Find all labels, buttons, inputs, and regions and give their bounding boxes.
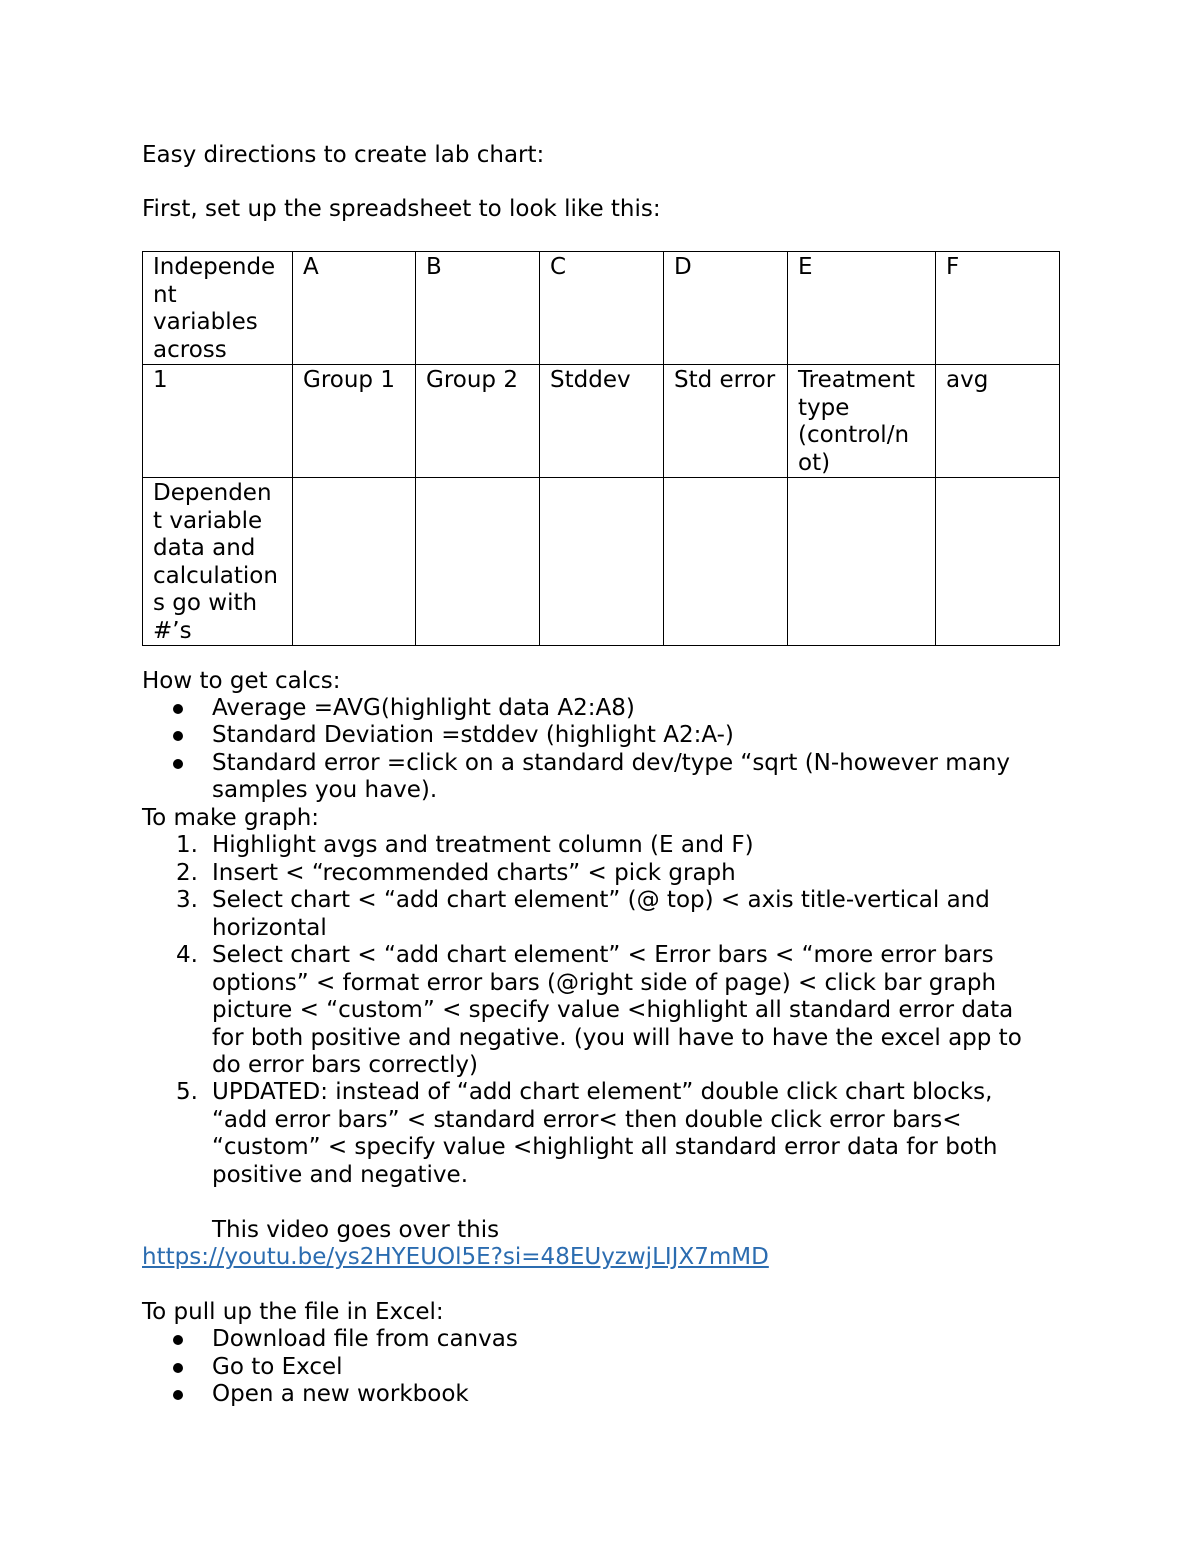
list-item-continuation: “custom” < specify value <highlight all standard error data for both <box>212 1134 998 1160</box>
list-number: 2. <box>176 860 198 886</box>
table-row <box>143 252 1060 365</box>
list-item-continuation: “add error bars” < standard error< then double click error bars< <box>212 1107 962 1133</box>
bullet-icon <box>173 1390 183 1400</box>
list-item: Download file from canvas <box>212 1326 518 1352</box>
table-cell: avg <box>936 365 1060 478</box>
table-cell: E <box>788 252 936 365</box>
list-item: UPDATED: instead of “add chart element” double click chart blocks, <box>212 1079 993 1105</box>
table-cell: Group 2 <box>416 365 540 478</box>
list-item: Select chart < “add chart element” < Error bars < “more error bars <box>212 942 994 968</box>
list-number: 5. <box>176 1079 198 1105</box>
intro-text: First, set up the spreadsheet to look like this: <box>142 196 661 222</box>
video-link-line <box>142 1244 769 1271</box>
table-cell <box>293 478 416 646</box>
list-item-continuation: picture < “custom” < specify value <highlight all standard error data <box>212 997 1014 1023</box>
table-cell <box>936 478 1060 646</box>
list-item-continuation: do error bars correctly) <box>212 1052 478 1078</box>
table-cell: Std error <box>664 365 788 478</box>
document-title: Easy directions to create lab chart: <box>142 142 545 168</box>
table-cell <box>664 478 788 646</box>
bullet-icon <box>173 1335 183 1345</box>
list-item: Insert < “recommended charts” < pick graph <box>212 860 736 886</box>
list-item: Open a new workbook <box>212 1381 469 1407</box>
list-number: 4. <box>176 942 198 968</box>
table-cell <box>416 478 540 646</box>
table-cell: Group 1 <box>293 365 416 478</box>
list-item: Standard error =click on a standard dev/type “sqrt (N-however many <box>212 750 1010 776</box>
example-spreadsheet-table <box>142 251 1060 646</box>
video-text: This video goes over this <box>212 1217 500 1243</box>
list-item: Standard Deviation =stddev (highlight A2:A-) <box>212 722 734 748</box>
list-number: 3. <box>176 887 198 913</box>
list-item: Highlight avgs and treatment column (E and F) <box>212 832 754 858</box>
table-cell: F <box>936 252 1060 365</box>
list-item-continuation: options” < format error bars (@right side of page) < click bar graph <box>212 970 997 996</box>
bullet-icon <box>173 1363 183 1373</box>
table-cell: Dependen t variable data and calculation s go with #’s <box>143 478 293 646</box>
list-item-continuation: samples you have). <box>212 777 438 803</box>
excel-heading: To pull up the file in Excel: <box>142 1299 444 1325</box>
calcs-heading: How to get calcs: <box>142 668 341 694</box>
table-cell <box>788 478 936 646</box>
bullet-icon <box>173 759 183 769</box>
bullet-icon <box>173 704 183 714</box>
table-cell: Independe nt variables across <box>143 252 293 365</box>
table-cell: C <box>540 252 664 365</box>
list-item: Go to Excel <box>212 1354 343 1380</box>
table-cell <box>540 478 664 646</box>
table-cell: B <box>416 252 540 365</box>
table-cell: A <box>293 252 416 365</box>
list-item-continuation: for both positive and negative. (you will have to have the excel app to <box>212 1025 1022 1051</box>
video-link[interactable]: https://youtu.be/ys2HYEUOl5E?si=48EUyzwjLIJX7mMD <box>142 1244 769 1270</box>
table-cell: D <box>664 252 788 365</box>
graph-heading: To make graph: <box>142 805 320 831</box>
table-row <box>143 478 1060 646</box>
list-item-continuation: horizontal <box>212 915 327 941</box>
bullet-icon <box>173 731 183 741</box>
table-cell: 1 <box>143 365 293 478</box>
list-number: 1. <box>176 832 198 858</box>
list-item: Average =AVG(highlight data A2:A8) <box>212 695 635 721</box>
table-cell: Stddev <box>540 365 664 478</box>
list-item: Select chart < “add chart element” (@ top) < axis title-vertical and <box>212 887 990 913</box>
table-cell: Treatment type (control/n ot) <box>788 365 936 478</box>
table-row <box>143 365 1060 478</box>
list-item-continuation: positive and negative. <box>212 1162 469 1188</box>
